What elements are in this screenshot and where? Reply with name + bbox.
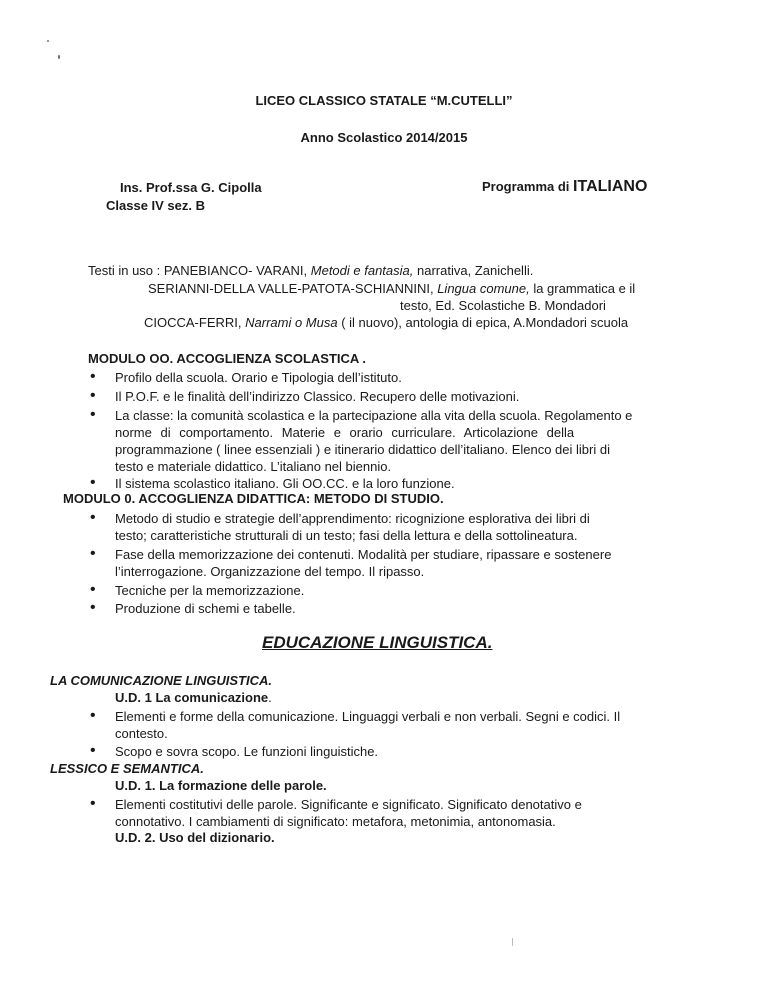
list-item: Il P.O.F. e le finalità dell’indirizzo Classico. Recupero delle motivazioni.: [115, 389, 520, 404]
textbook-line-3: testo, Ed. Scolastiche B. Mondadori: [400, 298, 606, 313]
program-title: [482, 178, 647, 196]
ud-comunicazione: [115, 690, 272, 705]
list-item-line: l’interrogazione. Organizzazione del tempo. Il ripasso.: [115, 564, 425, 579]
bullet: •: [90, 581, 96, 598]
bullet: •: [90, 387, 96, 404]
modulo-00-title: MODULO OO. ACCOGLIENZA SCOLASTICA .: [88, 351, 367, 366]
ud-formazione: U.D. 1. La formazione delle parole.: [115, 778, 327, 793]
modulo-0-title: MODULO 0. ACCOGLIENZA DIDATTICA: METODO DI STUDIO.: [63, 491, 444, 506]
book3-authors: CIOCCA-FERRI,: [144, 315, 246, 330]
school-year: Anno Scolastico 2014/2015: [300, 130, 468, 145]
scan-speck: [47, 40, 49, 42]
list-item-line: Elementi costitutivi delle parole. Significante e significato. Significato denotativo e: [115, 797, 582, 812]
list-item-line: programmazione ( linee essenziali ) e itinerario didattico dell’italiano. Elenco dei libri di: [115, 442, 610, 457]
bullet: •: [90, 509, 96, 526]
school-name: LICEO CLASSICO STATALE “M.CUTELLI”: [255, 93, 513, 108]
bullet: •: [90, 742, 96, 759]
book2-title: Lingua comune,: [437, 281, 530, 296]
textbook-line-1: [88, 263, 533, 278]
bullet: •: [90, 368, 96, 385]
teacher-name: Ins. Prof.ssa G. Cipolla: [120, 180, 262, 195]
list-item: Tecniche per la memorizzazione.: [115, 583, 305, 598]
list-item-line: Elementi e forme della comunicazione. Linguaggi verbali e non verbali. Segni e codici. Il: [115, 709, 621, 724]
list-item-line: Metodo di studio e strategie dell’apprendimento: ricognizione esplorativa dei libri di: [115, 511, 590, 526]
list-item: Il sistema scolastico italiano. Gli OO.CC. e la loro funzione.: [115, 476, 455, 491]
book2-rest: la grammatica e il: [529, 281, 636, 296]
bullet: •: [90, 599, 96, 616]
heading-comunicazione: LA COMUNICAZIONE LINGUISTICA.: [50, 673, 272, 688]
bullet: •: [90, 707, 96, 724]
book2-authors: SERIANNI-DELLA VALLE-PATOTA-SCHIANNINI,: [148, 281, 438, 296]
list-item: Produzione di schemi e tabelle.: [115, 601, 296, 616]
list-item-line: contesto.: [115, 726, 168, 741]
book1-authors: PANEBIANCO- VARANI,: [163, 263, 311, 278]
heading-lessico: LESSICO E SEMANTICA.: [50, 761, 204, 776]
list-item-line: connotativo. I cambiamenti di significato: metafora, metonimia, antonomasia.: [115, 814, 556, 829]
scan-speck: [512, 938, 513, 946]
textbook-line-4: [144, 315, 628, 330]
ud-number: U.D. 1: [115, 690, 156, 705]
ud-dizionario: U.D. 2. Uso del dizionario.: [115, 830, 275, 845]
bullet: •: [90, 545, 96, 562]
ud-dot: .: [268, 690, 272, 705]
bullet: •: [90, 795, 96, 812]
section-title-educazione: EDUCAZIONE LINGUISTICA.: [262, 633, 493, 652]
list-item: Scopo e sovra scopo. Le funzioni linguistiche.: [115, 744, 379, 759]
program-prefix: Programma di: [482, 179, 574, 194]
textbooks-label: Testi in uso :: [88, 263, 164, 278]
ud-title: La comunicazione: [155, 690, 269, 705]
list-item-line: Fase della memorizzazione dei contenuti. Modalità per studiare, ripassare e sostenere: [115, 547, 612, 562]
program-subject: ITALIANO: [573, 178, 648, 195]
list-item: Profilo della scuola. Orario e Tipologia dell’istituto.: [115, 370, 402, 385]
list-item-line: norme di comportamento. Materie e orario curriculare. Articolazione della: [115, 425, 575, 440]
book1-rest: narrativa, Zanichelli.: [413, 263, 534, 278]
scan-speck: [58, 55, 60, 59]
bullet: •: [90, 406, 96, 423]
book1-title: Metodi e fantasia,: [310, 263, 414, 278]
textbook-line-2: [148, 281, 635, 296]
class-label: Classe IV sez. B: [106, 198, 205, 213]
book3-rest: ( il nuovo), antologia di epica, A.Mondadori scuola: [337, 315, 629, 330]
list-item-line: testo; caratteristiche strutturali di un testo; fasi della lettura e della sottolineatura.: [115, 528, 578, 543]
list-item-line: La classe: la comunità scolastica e la partecipazione alla vita della scuola. Regolamento e: [115, 408, 633, 423]
bullet: •: [90, 474, 96, 491]
book3-title: Narrami o Musa: [245, 315, 338, 330]
list-item-line: testo e materiale didattico. L’italiano nel biennio.: [115, 459, 392, 474]
